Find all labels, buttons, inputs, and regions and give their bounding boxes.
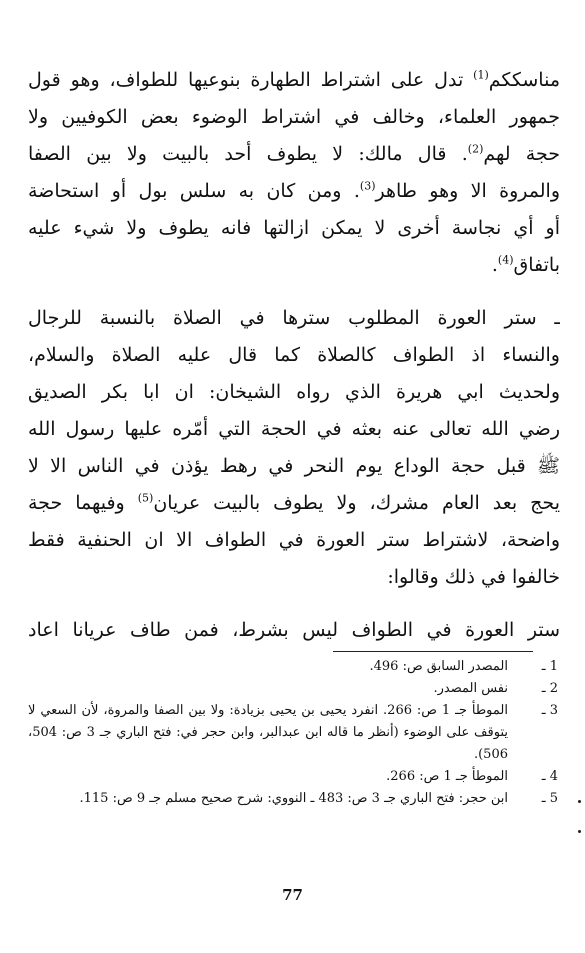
text-line: حجة لهم$^{(2)}$. قال مالك: لا يطوف أحد بالبيت ولا بين الصفا (28, 142, 560, 165)
text-line: خالفوا في ذلك وقالوا: (387, 566, 560, 588)
text-line: أو أي نجاسة أخرى لا يمكن ازالتها فانه يطوف ولا شيء عليه (28, 217, 560, 239)
footnote (28, 788, 558, 810)
footnotes (28, 656, 558, 810)
footnote-number: 3 ـ (541, 703, 558, 718)
footnote-divider (333, 651, 533, 652)
footnote-reference: (1) (473, 68, 489, 82)
main-text (28, 62, 560, 649)
footnote-reference: (4) (497, 253, 514, 267)
footnote-reference: (5) (137, 491, 154, 505)
text-line: والمروة الا وهو طاهر$^{(3)}$. ومن كان به سلس بول أو استحاضة (28, 179, 560, 202)
footnote (28, 766, 558, 788)
footnote-text: المصدر السابق ص: 496. (369, 659, 508, 674)
footnote-text: ابن حجر: فتح الباري جـ 3 ص: 483 ـ النووي: شرح صحيح مسلم جـ 9 ص: 115. (79, 791, 508, 806)
footnote (28, 678, 558, 700)
margin-mark (578, 830, 581, 833)
footnote (28, 656, 558, 678)
text-line: جمهور العلماء، وخالف في اشتراط الوضوء بعض الكوفيين ولا (28, 106, 560, 128)
text-line: ﷺ قبل حجة الوداع يوم النحر في رهط يؤذن في الناس الا لا (28, 455, 560, 477)
text-line: والنساء اذ الطواف كالصلاة كما قال عليه الصلاة والسلام، (28, 344, 560, 366)
footnote-text: نفس المصدر. (433, 681, 508, 696)
paragraph-1 (28, 62, 560, 284)
text-line: واضحة، لاشتراط ستر العورة في الطواف الا ان الحنفية فقط (28, 529, 560, 551)
footnote-number: 4 ـ (541, 769, 558, 784)
text-line: يحج بعد العام مشرك، ولا يطوف بالبيت عريان$^{(5)}$ وفيهما حجة (28, 491, 560, 514)
text-line: ولحديث ابي هريرة الذي رواه الشيخان: ان ابا بكر الصديق (28, 381, 560, 403)
footnote-number: 1 ـ (541, 659, 558, 674)
margin-mark (578, 800, 581, 803)
footnote-text: الموطأ جـ 1 ص: 266. (386, 769, 508, 784)
text-line: ستر العورة في الطواف ليس بشرط، فمن طاف عريانا اعاد (28, 619, 560, 641)
footnote-reference: (3) (359, 179, 376, 193)
footnote-number: 5 ـ (541, 791, 558, 806)
page-number: 77 (282, 886, 303, 904)
text-line: رضي الله تعالى عنه بعثه في الحجة التي أمّره عليها رسول الله (28, 418, 560, 440)
footnote-reference: (2) (467, 142, 484, 156)
text-line: مناسككم$^{(1)}$ تدل على اشتراط الطهارة بنوعيها للطواف، وهو قول (28, 68, 560, 91)
footnote (28, 700, 558, 766)
paragraph-3 (28, 612, 560, 649)
footnote-number: 2 ـ (541, 681, 558, 696)
text-line: باتفاق$^{(4)}$. (491, 253, 560, 276)
footnote-text: الموطأ جـ 1 ص: 266. انفرد يحيى بن يحيى بزيادة: ولا بين الصفا والمروة، لأن السعي لا يتوقف على الوضوء (أنظر ما قاله ابن عبدالبر، وابن حجر في: فتح الباري جـ 3 ص: 504، 506). (28, 703, 508, 762)
text-line: ـ ستر العورة المطلوب سترها في الصلاة بالنسبة للرجال (28, 307, 560, 329)
paragraph-2 (28, 300, 560, 596)
